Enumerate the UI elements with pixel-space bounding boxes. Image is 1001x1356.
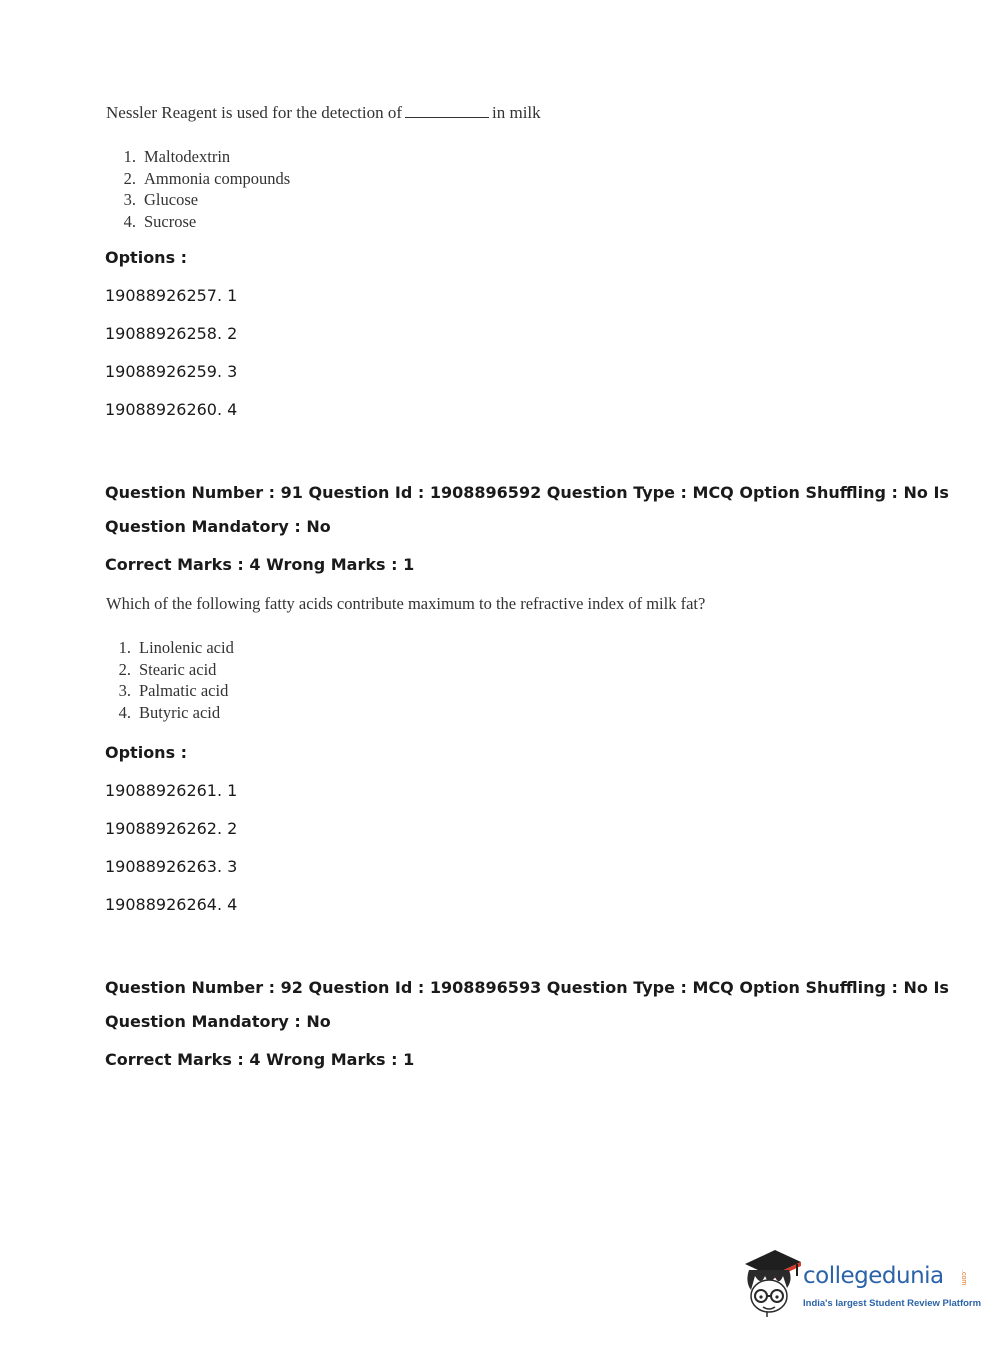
choice-item: 3. Palmatic acid: [118, 681, 229, 700]
choice-item: 1. Maltodextrin: [123, 147, 231, 166]
question-90-stem: [106, 103, 541, 123]
stem-text-after: in milk: [492, 103, 541, 122]
choice-item: 4. Sucrose: [123, 211, 197, 231]
question-91-stem: Which of the following fatty acids contribute maximum to the refractive index of milk fat?: [106, 594, 706, 613]
question-90-choices: [113, 146, 290, 232]
question-92-mandatory: Question Mandatory : No: [105, 1012, 331, 1031]
option-id: 19088926264. 4: [105, 895, 238, 914]
option-id: 19088926261. 1: [105, 781, 238, 800]
mascot-logo-icon: [741, 1246, 803, 1318]
choice-item: 1. Linolenic acid: [118, 638, 234, 657]
question-91-mandatory: Question Mandatory : No: [105, 517, 331, 536]
fill-in-blank: [405, 103, 489, 118]
choice-item: 3. Glucose: [123, 190, 199, 209]
option-id: 19088926260. 4: [105, 400, 238, 419]
logo-tagline: India's largest Student Review Platform: [803, 1298, 982, 1309]
option-id: 19088926258. 2: [105, 324, 238, 343]
option-id: 19088926263. 3: [105, 857, 238, 876]
question-92-marks: Correct Marks : 4 Wrong Marks : 1: [105, 1050, 415, 1069]
choice-item: 4. Butyric acid: [118, 702, 221, 722]
question-91-choices: [108, 637, 234, 723]
logo-name: collegedunia: [803, 1263, 944, 1289]
stem-text: Nessler Reagent is used for the detection of: [106, 103, 402, 122]
options-label: Options :: [105, 248, 188, 267]
question-91-header: Question Number : 91 Question Id : 1908896592 Question Type : MCQ Option Shuffling : No Is: [105, 483, 949, 502]
logo-domain: .com: [960, 1270, 967, 1286]
option-id: 19088926257. 1: [105, 286, 238, 305]
question-92-header: Question Number : 92 Question Id : 1908896593 Question Type : MCQ Option Shuffling : No Is: [105, 978, 949, 997]
choice-item: 2. Ammonia compounds: [123, 168, 291, 188]
choice-item: 2. Stearic acid: [118, 659, 217, 679]
option-id: 19088926259. 3: [105, 362, 238, 381]
options-label: Options :: [105, 743, 188, 762]
question-91-marks: Correct Marks : 4 Wrong Marks : 1: [105, 555, 415, 574]
option-id: 19088926262. 2: [105, 819, 238, 838]
